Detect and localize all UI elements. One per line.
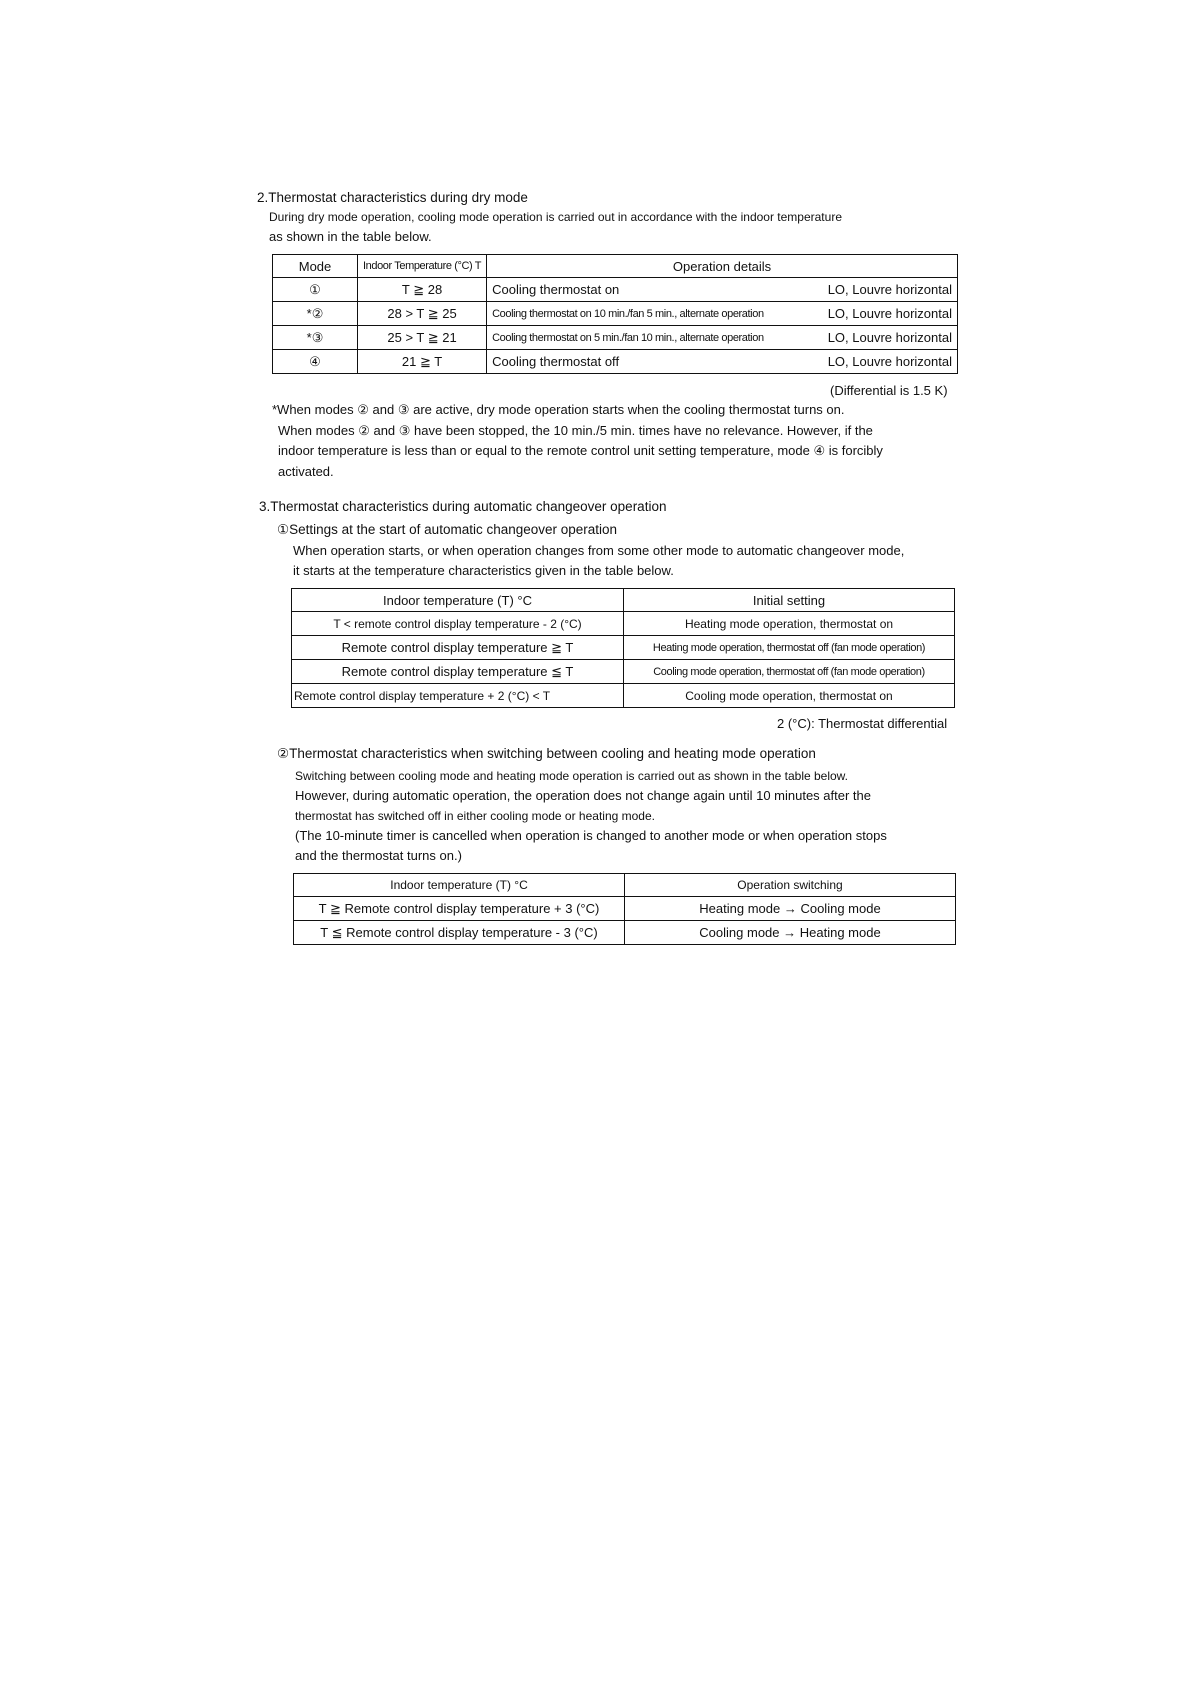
- section2-intro-line1: During dry mode operation, cooling mode operation is carried out in accordance with the indoor temperature: [269, 210, 842, 224]
- switch-cell: Heating mode → Cooling mode: [625, 897, 956, 921]
- section2-heading: 2.Thermostat characteristics during dry mode: [257, 190, 528, 205]
- mode-cell: ①: [273, 278, 358, 302]
- table-row: [273, 278, 958, 302]
- temp-cell: T < remote control display temperature - 2 (°C): [292, 612, 624, 636]
- setting-cell: Heating mode operation, thermostat on: [624, 612, 955, 636]
- header-indoor-temp: Indoor Temperature (°C) T: [358, 255, 487, 278]
- detail-text: Cooling thermostat on 10 min./fan 5 min., alternate operation: [492, 307, 764, 320]
- fan-text: LO, Louvre horizontal: [827, 354, 952, 369]
- table-row: [292, 660, 955, 684]
- detail-cell: [487, 326, 958, 350]
- table-row: [273, 326, 958, 350]
- setting-cell: Heating mode operation, thermostat off (fan mode operation): [624, 636, 955, 660]
- note-line1: *When modes ② and ③ are active, dry mode operation starts when the cooling thermostat turns on.: [272, 402, 845, 417]
- temp-cell: Remote control display temperature ≦ T: [292, 660, 624, 684]
- temp-cell: 25 > T ≧ 21: [358, 326, 487, 350]
- mode-cell: *③: [273, 326, 358, 350]
- switch-cell: Cooling mode → Heating mode: [625, 921, 956, 945]
- section3-heading: 3.Thermostat characteristics during automatic changeover operation: [259, 499, 667, 514]
- header-operation-details: Operation details: [487, 255, 958, 278]
- operation-switching-table: [293, 873, 956, 945]
- temp-cell: 28 > T ≧ 25: [358, 302, 487, 326]
- header-mode: Mode: [273, 255, 358, 278]
- temp-cell: Remote control display temperature + 2 (°C) < T: [292, 684, 624, 708]
- table-row: [294, 921, 956, 945]
- setting-cell: Cooling mode operation, thermostat on: [624, 684, 955, 708]
- fan-text: LO, Louvre horizontal: [827, 306, 952, 321]
- fan-text: LO, Louvre horizontal: [827, 282, 952, 297]
- sub2-line4: (The 10-minute timer is cancelled when operation is changed to another mode or when operation stops: [295, 828, 887, 843]
- header-indoor-temp: Indoor temperature (T) °C: [292, 589, 624, 612]
- sub1-line1: When operation starts, or when operation changes from some other mode to automatic changeover mode,: [293, 543, 905, 558]
- note-line3: indoor temperature is less than or equal to the remote control unit setting temperature, mode ④ is forcibly: [278, 443, 883, 458]
- detail-cell: [487, 278, 958, 302]
- sub2-heading: ②Thermostat characteristics when switching between cooling and heating mode operation: [277, 746, 816, 761]
- sub2-line5: and the thermostat turns on.): [295, 848, 462, 863]
- temp-cell: Remote control display temperature ≧ T: [292, 636, 624, 660]
- detail-text: Cooling thermostat on: [492, 282, 620, 297]
- temp-cell: T ≦ Remote control display temperature - 3 (°C): [294, 921, 625, 945]
- temp-cell: 21 ≧ T: [358, 350, 487, 374]
- differential-note: (Differential is 1.5 K): [830, 383, 948, 398]
- table-header-row: [294, 874, 956, 897]
- table-header-row: [292, 589, 955, 612]
- section2-intro-line2: as shown in the table below.: [269, 229, 432, 244]
- detail-cell: [487, 302, 958, 326]
- note-line2: When modes ② and ③ have been stopped, the 10 min./5 min. times have no relevance. However, if the: [278, 423, 873, 438]
- detail-text: Cooling thermostat on 5 min./fan 10 min., alternate operation: [492, 331, 764, 344]
- dry-mode-table: [272, 254, 958, 374]
- sub2-line3: thermostat has switched off in either cooling mode or heating mode.: [295, 809, 655, 823]
- sub2-line2: However, during automatic operation, the operation does not change again until 10 minutes after the: [295, 788, 871, 803]
- mode-cell: ④: [273, 350, 358, 374]
- temp-cell: T ≧ Remote control display temperature + 3 (°C): [294, 897, 625, 921]
- sub1-line2: it starts at the temperature characteristics given in the table below.: [293, 563, 674, 578]
- header-indoor-temp: Indoor temperature (T) °C: [294, 874, 625, 897]
- initial-setting-table: [291, 588, 955, 708]
- table-row: [294, 897, 956, 921]
- setting-cell: Cooling mode operation, thermostat off (fan mode operation): [624, 660, 955, 684]
- header-operation-switching: Operation switching: [625, 874, 956, 897]
- header-initial-setting: Initial setting: [624, 589, 955, 612]
- table-row: [273, 350, 958, 374]
- table-row: [292, 684, 955, 708]
- sub1-footnote: 2 (°C): Thermostat differential: [777, 716, 948, 731]
- sub1-heading: ①Settings at the start of automatic changeover operation: [277, 522, 618, 537]
- note-line4: activated.: [278, 464, 334, 479]
- detail-text: Cooling thermostat off: [492, 354, 620, 369]
- detail-cell: [487, 350, 958, 374]
- table-row: [292, 612, 955, 636]
- table-header-row: [273, 255, 958, 278]
- table-row: [292, 636, 955, 660]
- temp-cell: T ≧ 28: [358, 278, 487, 302]
- table-row: [273, 302, 958, 326]
- mode-cell: *②: [273, 302, 358, 326]
- fan-text: LO, Louvre horizontal: [827, 330, 952, 345]
- sub2-line1: Switching between cooling mode and heating mode operation is carried out as shown in the table below.: [295, 769, 849, 783]
